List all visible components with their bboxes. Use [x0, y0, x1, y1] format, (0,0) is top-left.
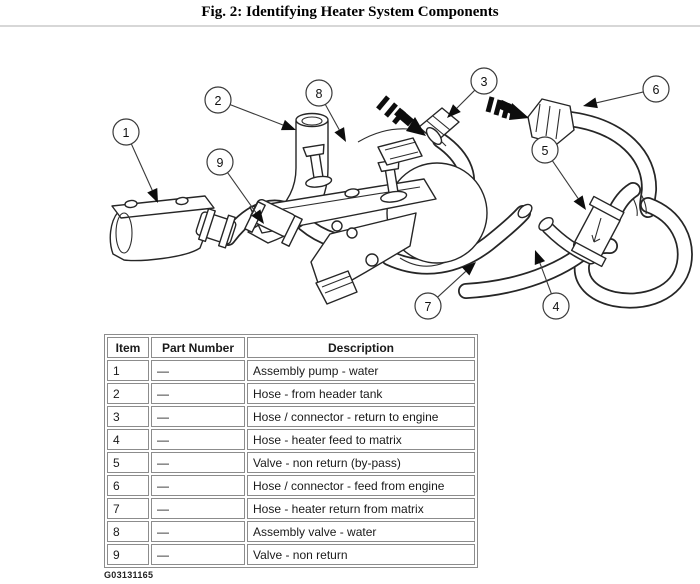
table-row [107, 544, 475, 565]
item-cell: 3 [107, 406, 149, 427]
description-cell: Hose / connector - return to engine [247, 406, 475, 427]
part-number-cell: — [151, 521, 245, 542]
table-row [107, 498, 475, 519]
description-cell: Hose - heater return from matrix [247, 498, 475, 519]
part-number-cell: — [151, 406, 245, 427]
part-number-cell: — [151, 429, 245, 450]
item-cell: 5 [107, 452, 149, 473]
item-cell: 6 [107, 475, 149, 496]
svg-text:9: 9 [216, 155, 224, 170]
part-number-cell: — [151, 360, 245, 381]
callout-6 [583, 76, 669, 108]
description-cell: Valve - non return (by-pass) [247, 452, 475, 473]
callout-arrowhead-icon [147, 188, 158, 203]
part-number-cell: — [151, 452, 245, 473]
water-pump-drawing [110, 196, 238, 261]
item-cell: 1 [107, 360, 149, 381]
description-cell: Hose / connector - feed from engine [247, 475, 475, 496]
svg-text:1: 1 [122, 125, 130, 140]
item-cell: 4 [107, 429, 149, 450]
description-cell: Assembly pump - water [247, 360, 475, 381]
item-cell: 8 [107, 521, 149, 542]
item-cell: 9 [107, 544, 149, 565]
hose-feed-from-engine-drawing [570, 119, 685, 301]
svg-text:4: 4 [552, 299, 560, 314]
description-cell: Assembly valve - water [247, 521, 475, 542]
description-cell: Hose - heater feed to matrix [247, 429, 475, 450]
svg-text:7: 7 [424, 299, 432, 314]
part-number-cell: — [151, 383, 245, 404]
table-row [107, 360, 475, 381]
part-number-cell: — [151, 475, 245, 496]
description-cell: Valve - non return [247, 544, 475, 565]
callout-1 [113, 119, 158, 203]
svg-text:3: 3 [480, 74, 488, 89]
callout-5 [532, 137, 586, 210]
callout-arrowhead-icon [281, 120, 296, 130]
item-column-header: Item [107, 337, 149, 358]
callout-arrowhead-icon [583, 97, 598, 108]
table-header-row [107, 337, 475, 358]
figure-reference-code: G03131165 [104, 570, 154, 580]
part-number-column-header: Part Number [151, 337, 245, 358]
table-row [107, 452, 475, 473]
table-row [107, 406, 475, 427]
flow-arrow-icon [488, 97, 529, 120]
callout-arrowhead-icon [334, 127, 346, 142]
parts-table [104, 334, 478, 568]
part-number-cell: — [151, 498, 245, 519]
svg-text:5: 5 [541, 143, 549, 158]
flow-arrow-icon [378, 97, 426, 136]
callout-arrowhead-icon [535, 250, 545, 265]
table-row [107, 429, 475, 450]
callout-9 [207, 149, 264, 224]
table-row [107, 521, 475, 542]
description-column-header: Description [247, 337, 475, 358]
part-number-cell: — [151, 544, 245, 565]
table-row [107, 475, 475, 496]
figure-title: Fig. 2: Identifying Heater System Components [201, 4, 499, 20]
callout-2 [205, 87, 296, 130]
description-cell: Hose - from header tank [247, 383, 475, 404]
svg-text:8: 8 [315, 86, 323, 101]
table-row [107, 383, 475, 404]
svg-text:6: 6 [652, 82, 660, 97]
item-cell: 2 [107, 383, 149, 404]
item-cell: 7 [107, 498, 149, 519]
engine-feed-connector-drawing [528, 99, 574, 144]
callout-arrowhead-icon [574, 195, 586, 210]
svg-text:2: 2 [214, 93, 222, 108]
